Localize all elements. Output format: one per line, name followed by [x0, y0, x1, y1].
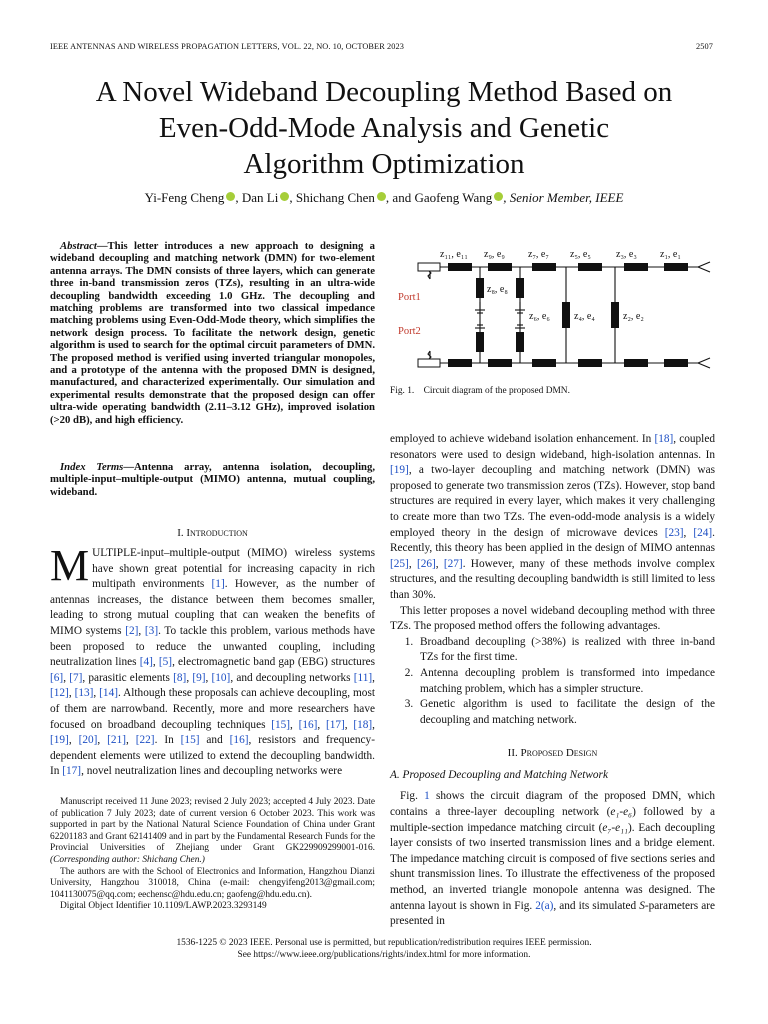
reference-link[interactable]: [3] [144, 624, 159, 637]
paper-title [40, 74, 728, 182]
figure1-caption: Fig. 1. Circuit diagram of the proposed DMN. [390, 386, 570, 396]
reference-link[interactable]: [5] [158, 656, 173, 669]
figure-link[interactable]: 1 [424, 790, 430, 803]
label-z1: z₁, e₁ [660, 249, 681, 260]
text: ). Each decoupling layer consists of two inserted transmission lines and a bridge element. The impedance matching circuit is composed of five sections series and shunt transmission lines. To illustrate the effectiveness of the proposed method, an inverted triangle monopole antenna was designed. The antenna layout is shown in Fig. [390, 821, 715, 912]
reference-link[interactable]: [17] [62, 765, 82, 778]
advantages-list [390, 635, 715, 729]
reference-link[interactable]: [10] [211, 671, 231, 684]
label-z8: z₈, e₈ [487, 284, 508, 295]
author-name: , Shichang Chen [289, 190, 375, 205]
reference-link[interactable]: [22] [135, 734, 155, 747]
section-title: Introduction [186, 527, 248, 539]
section-number: II. [507, 747, 521, 760]
list-item: 2. Antenna decoupling problem is transformed into impedance matching problem, which has a simpler structure. [416, 666, 715, 697]
figure-link[interactable]: 2(a) [535, 899, 554, 912]
section-title: Proposed Design [520, 747, 598, 760]
introduction-paragraph: MULTIPLE-input–multiple-output (MIMO) wireless systems have shown great potential for increasing capacity in rich multipath environments [1]. However, as the number of antennas increases, the distance between them becomes smaller, leading to strong mutual coupling that can weaken the benefits of MIMO systems [2], [3]. To tackle this problem, various methods have been proposed to reduce the unwanted coupling, including neutralization lines [4], [5], electromagnetic band gap (EBG) structures [6], [7], parasitic elements [8], [9], [10], and decoupling networks [11], [12], [13], [14]. Although these proposals can achieve decoupling, most of them are narrowband. Recently, more and more researchers have focused on broadband decoupling techniques [15], [16], [17], [18], [19], [20], [21], [22]. In [15] and [16], resistors and frequency-dependent elements were utilized to extend the decoupling bandwidth. In [17], novel neutralization lines and decoupling networks were [50, 541, 376, 778]
text: ) followed by a multiple-section impedance matching circuit ( [390, 806, 715, 834]
title-line: Algorithm Optimization [243, 148, 525, 180]
drop-cap: M [50, 541, 90, 590]
index-terms-label: Index Terms [60, 461, 124, 473]
text: . However, many of these methods involve complex structures, and the resulting decoupling bandwidth is still limited to less than 30%. [390, 557, 716, 601]
page-number: 2507 [696, 42, 713, 51]
reference-link[interactable]: [13] [74, 687, 94, 700]
text: employed to achieve wideband isolation enhancement. In [390, 433, 655, 445]
footer-line: 1536-1225 © 2023 IEEE. Personal use is permitted, but republication/redistribution requires IEEE permission. [176, 938, 592, 948]
author-name: , and Gaofeng Wang [385, 190, 493, 205]
reference-link[interactable]: [2] [125, 624, 139, 637]
text: , resistors and frequency-dependent elements were utilized to extend the decoupling bandwidth. In [50, 734, 375, 778]
reference-link[interactable]: [14] [99, 687, 118, 700]
abstract-label: Abstract [60, 240, 97, 252]
reference-link[interactable]: [16] [229, 734, 249, 747]
reference-link[interactable]: [24] [693, 526, 713, 539]
copyright-footer [60, 938, 708, 961]
text: , and decoupling networks [230, 671, 354, 684]
text: . Although these proposals can achieve decoupling, most of them are narrowband. Recently, more and more researchers have focused on broadband decoupling techniques [50, 687, 375, 731]
reference-link[interactable]: [21] [107, 734, 126, 747]
reference-link[interactable]: [26] [416, 557, 436, 570]
reference-link[interactable]: [20] [78, 734, 98, 747]
reference-link[interactable]: [19] [390, 464, 409, 477]
reference-link[interactable]: [27] [443, 557, 463, 570]
text: . However, as the number of antennas increases, the distance between them becomes smaller, leading to strong mutual coupling that can weaken the benefits of MIMO systems [50, 578, 375, 637]
list-item: 3. Genetic algorithm is used to facilitate the design of the decoupling and matching network. [416, 697, 715, 728]
reference-link[interactable]: [1] [211, 578, 225, 591]
math: S [639, 899, 645, 912]
section-heading-introduction [50, 527, 375, 539]
reference-link[interactable]: [6] [50, 671, 64, 684]
footer-line: See https://www.ieee.org/publications/rights/index.html for more information. [237, 949, 531, 960]
list-item: 1. Broadband decoupling (>38%) is realized with three in-band TZs for the first time. [416, 635, 715, 666]
reference-link[interactable]: [15] [180, 734, 200, 747]
text: Fig. [400, 790, 425, 803]
orcid-icon[interactable] [494, 192, 503, 201]
subsection-heading: A. Proposed Decoupling and Matching Network [390, 768, 608, 781]
label-z4: z₄, e₄ [574, 311, 595, 322]
paragraph [390, 789, 715, 929]
text: . In [154, 734, 181, 747]
author-name: Yi-Feng Cheng [144, 190, 225, 205]
reference-link[interactable]: [8] [173, 671, 187, 684]
running-header-journal: IEEE ANTENNAS AND WIRELESS PROPAGATION LETTERS, VOL. 22, NO. 10, OCTOBER 2023 [50, 42, 405, 51]
paragraph: employed to achieve wideband isolation enhancement. In [18], coupled resonators were used to design wideband, high-isolation antennas. In [19], a two-layer decoupling and matching network (DMN) was proposed to generate two transmission zeros (TZs). However, stop band structures are required in every layer, which makes it very challenging to create more than two TZs. The even-odd-mode analysis is a widely employed theory in the design of microwave devices [23], [24]. Recently, this theory has been applied in the design of MIMO antennas [25], [26], [27]. However, many of these methods involve complex structures, and the resulting decoupling bandwidth is still limited to less than 30%. [390, 433, 716, 601]
abstract [50, 240, 375, 426]
reference-link[interactable]: [18] [654, 433, 674, 445]
label-z2: z₂, e₂ [623, 311, 644, 322]
index-terms [50, 461, 375, 498]
reference-link[interactable]: [18] [353, 718, 373, 731]
text: . Recently, this theory has been applied in the design of MIMO antennas [390, 526, 715, 555]
circuit-diagram [390, 242, 720, 382]
text: , a two-layer decoupling and matching network (DMN) was proposed to generate two transmission zeros (TZs). However, stop band structures are required in every layer, which makes it very challenging to create more than two TZs. The even-odd-mode analysis is a widely employed theory in the design of microwave devices [390, 464, 715, 539]
text: and [199, 734, 230, 747]
reference-link[interactable]: [17] [325, 718, 345, 731]
text: , electromagnetic band gap (EBG) structures [172, 656, 376, 669]
footnote-manuscript [50, 797, 375, 867]
reference-link[interactable]: [4] [139, 656, 153, 669]
text: , parasitic elements [82, 671, 174, 684]
corresponding-author: (Corresponding author: Shichang Chen.) [50, 854, 205, 865]
port2-label: Port2 [398, 326, 421, 337]
reference-link[interactable]: [15] [271, 718, 291, 731]
label-z9: z₉, e₉ [484, 249, 505, 260]
reference-link[interactable]: [16] [298, 718, 318, 731]
index-terms-text: —Antenna array, antenna isolation, decoupling, multiple-input–multiple-output (MIMO) antenna, mutual coupling, wideband. [50, 461, 375, 498]
math: e₇-e₁₁ [602, 821, 628, 834]
label-z6: z₆, e₆ [529, 311, 550, 322]
footnote-doi: Digital Object Identifier 10.1109/LAWP.2023.3293149 [60, 901, 267, 912]
text: . To tackle this problem, various methods have been proposed to reduce the unwanted coupling, including neutralization lines [50, 624, 375, 669]
footnote [50, 797, 375, 913]
text: , coupled resonators were used to design wideband, high-isolation antennas. In [390, 433, 715, 461]
text: , novel neutralization lines and decoupling networks were [81, 765, 343, 778]
title-line: A Novel Wideband Decoupling Method Based on [95, 76, 673, 108]
text: -parameters are presented in [390, 899, 715, 928]
reference-link[interactable]: [12] [50, 687, 69, 700]
label-z3: z₃, e₃ [616, 249, 637, 260]
text: , and its simulated [553, 899, 640, 912]
reference-link[interactable]: [23] [664, 526, 684, 539]
reference-link[interactable]: [19] [50, 734, 69, 747]
title-line: Even-Odd-Mode Analysis and Genetic [158, 112, 610, 144]
port1-label: Port1 [398, 292, 421, 303]
text: ULTIPLE-input–multiple-output (MIMO) wireless systems have shown great potential for increasing capacity in rich multipath environments [92, 547, 375, 591]
reference-link[interactable]: [25] [390, 557, 409, 570]
orcid-icon[interactable] [280, 192, 289, 201]
right-column-text [390, 432, 715, 930]
reference-link[interactable]: [7] [69, 671, 83, 684]
author-name: , Dan Li [235, 190, 279, 205]
reference-link[interactable]: [11] [353, 671, 373, 684]
section-number: I. [177, 527, 187, 539]
abstract-text: —This letter introduces a new approach to designing a wideband decoupling and matching network (DMN) for two-element antenna arrays. The DMN consists of three layers, which can generate three in-band transmission zeros (TZs), resulting in an ultra-wide decoupling bandwidth exceeding 1.0 GHz. The decoupling and matching problems are transformed into two classical impedance matching problems using Even-Odd-Mode theory, which simplifies the network design process. To facilitate the network design, genetic algorithm is used to search for the optimal circuit parameters of DMN. The proposed method is verified using inverted triangular monopoles, and a prototype of the antenna with the proposed DMN is designed, manufactured, and characterized experimentally. Our simulation and experimental results demonstrate that the proposed design can offer ultra-wide operating bandwidth (2.11–3.12 GHz), improved isolation (>20 dB), and high efficiency. [50, 240, 375, 426]
paragraph: This letter proposes a novel wideband decoupling method with three TZs. The proposed method offers the following advantages. [390, 604, 715, 633]
label-z7: z₇, e₇ [528, 249, 549, 260]
text: shows the circuit diagram of the proposed DMN, which contains a three-layer decoupling network ( [390, 790, 715, 819]
footnote-affiliation: The authors are with the School of Electronics and Information, Hangzhou Dianzi University, Hangzhou 310018, China (e-mail: chengyifeng2013@gmail.com; 1041130075@qq.com; eechensc@hdu.edu.cn; gaofeng@hdu.edu.cn). [50, 866, 375, 900]
text: Manuscript received 11 June 2023; revised 2 July 2023; accepted 4 July 2023. Date of publication 7 July 2023; date of current version 6 October 2023. This work was supported in part by the National Natural Science Foundation of China under Grant 62201183 and Grant 62141409 and in part by the Fundamental Research Funds for the Provincial Universities of Zhejiang under Grant GK229909299001-016. [50, 797, 375, 854]
math: e₁-e₆ [610, 806, 633, 819]
orcid-icon[interactable] [377, 192, 386, 201]
reference-link[interactable]: [9] [192, 671, 206, 684]
label-z11: z₁₁, e₁₁ [440, 249, 468, 260]
label-z5: z₅, e₅ [570, 249, 591, 260]
section-heading-proposed-design [390, 746, 715, 762]
author-list [40, 190, 728, 206]
author-membership: , Senior Member, IEEE [503, 190, 624, 205]
